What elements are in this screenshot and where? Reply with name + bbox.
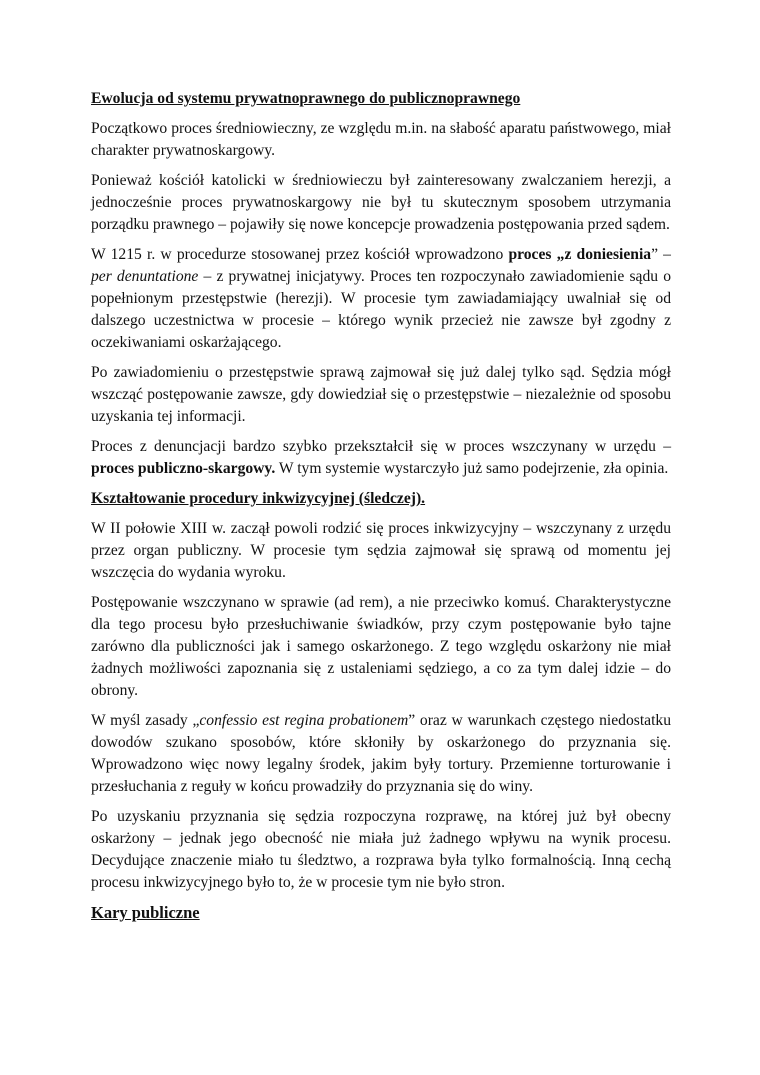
paragraph-3-bold: proces „z doniesienia (508, 246, 652, 263)
section-heading-evolution: Ewolucja od systemu prywatnoprawnego do publicznoprawnego (91, 90, 521, 107)
paragraph-2: Ponieważ kościół katolicki w średniowieczu był zainteresowany zwalczaniem herezji, a jednocześnie proces prywatnoskargowy nie był tu skutecznym sposobem utrzymania porządku prawnego – pojawiły się nowe koncepcje prowadzenia postępowania przed sądem. (91, 172, 671, 233)
section-heading-inquisitorial: Kształtowanie procedury inkwizycyjnej (śledczej). (91, 490, 426, 507)
paragraph-8-text-c: ” oraz w warunkach częstego niedostatku dowodów szukano sposobów, które skłoniły by oskarżonego do przyznania się. Wprowadzono więc nowy legalny środek, jakim były tortury. Przemienne torturowanie i przesłuchania z reguły w końcu prowadziły do przyznania się do winy. (91, 712, 671, 795)
paragraph-3-text-c: ” – (651, 246, 671, 263)
paragraph-6: W II połowie XIII w. zaczął powoli rodzić się proces inkwizycyjny – wszczynany z urzędu przez organ publiczny. W procesie tym sędzia zajmował się sprawą od momentu jej wszczęcia do wydania wyroku. (91, 520, 671, 581)
document-page (91, 88, 671, 932)
paragraph-3-text-a: W 1215 r. w procedurze stosowanej przez kościół wprowadzono (91, 246, 509, 263)
paragraph-3-italic: per denuntatione (91, 268, 199, 285)
paragraph-9: Po uzyskaniu przyznania się sędzia rozpoczyna rozprawę, na której już był obecny oskarżony – jednak jego obecność nie miała już żadnego wpływu na wynik procesu. Decydujące znaczenie miało tu śledztwo, a rozprawa była tylko formalnością. Inną cechą procesu inkwizycyjnego było to, że w procesie tym nie było stron. (91, 808, 671, 891)
paragraph-5-bold: proces publiczno-skargowy. (91, 460, 276, 477)
paragraph-5-text-c: W tym systemie wystarczyło już samo podejrzenie, zła opinia. (275, 460, 669, 477)
paragraph-1: Początkowo proces średniowieczny, ze względu m.in. na słabość aparatu państwowego, miał charakter prywatnoskargowy. (91, 120, 671, 159)
paragraph-8 (91, 710, 671, 798)
section-heading-public-penalties: Kary publiczne (91, 903, 200, 922)
paragraph-4: Po zawiadomieniu o przestępstwie sprawą zajmował się już dalej tylko sąd. Sędzia mógł wszcząć postępowanie zawsze, gdy dowiedział się o przestępstwie – niezależnie od sposobu uzyskania tej informacji. (91, 364, 671, 425)
paragraph-3-text-e: – z prywatnej inicjatywy. Proces ten rozpoczynało zawiadomienie sądu o popełnionym przestępstwie (herezji). W procesie tym zawiadamiający uwalniał się od dalszego uczestnictwa w procesie – którego wynik przecież nie zawsze był zgodny z oczekiwaniami oskarżającego. (91, 268, 671, 351)
paragraph-5 (91, 436, 671, 480)
paragraph-3 (91, 244, 671, 354)
paragraph-8-text-a: W myśl zasady „ (91, 712, 200, 729)
paragraph-5-text-a: Proces z denuncjacji bardzo szybko przekształcił się w proces wszczynany w urzędu – (91, 438, 671, 455)
paragraph-8-italic: confessio est regina probationem (199, 712, 409, 729)
paragraph-7: Postępowanie wszczynano w sprawie (ad rem), a nie przeciwko komuś. Charakterystyczne dla tego procesu było przesłuchiwanie świadków, przy czym postępowanie było tajne zarówno dla publiczności jak i samego oskarżonego. Z tego względu oskarżony nie miał żadnych możliwości zapoznania się z ustaleniami sędziego, a co za tym dalej idzie – do obrony. (91, 594, 671, 699)
